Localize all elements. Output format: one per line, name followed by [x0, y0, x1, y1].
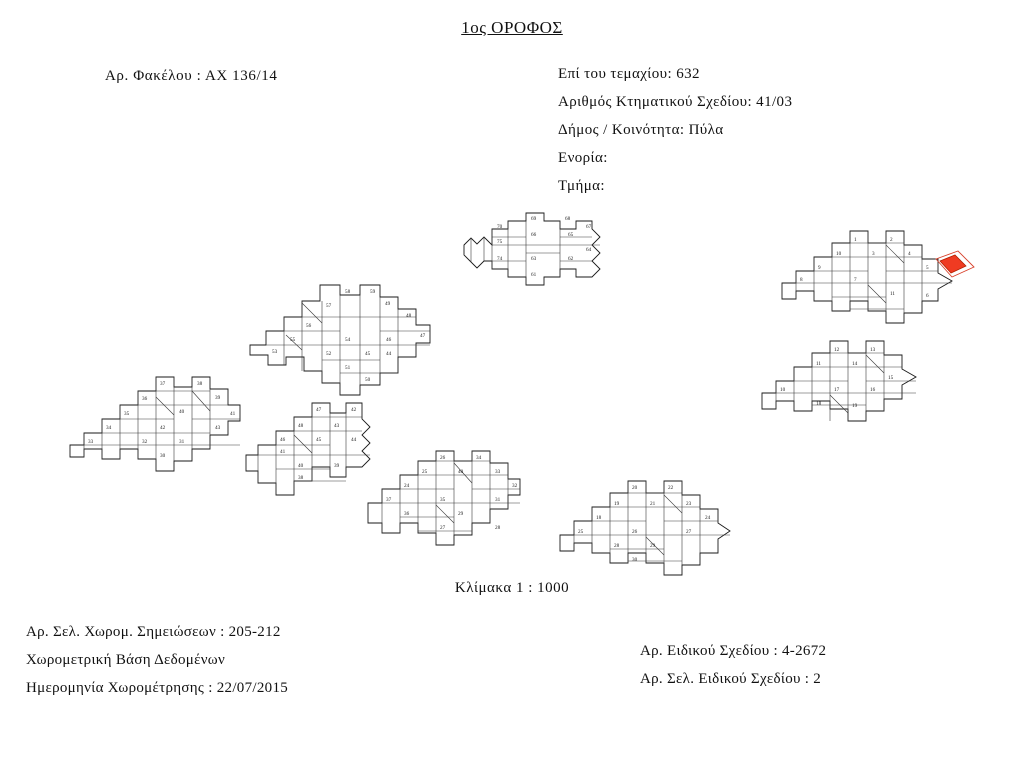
unit-label: 56: [306, 323, 312, 329]
unit-label: 53: [272, 349, 278, 355]
unit-label: 16: [870, 387, 876, 393]
unit-label: 32: [142, 439, 148, 445]
unit-label: 47: [316, 407, 322, 413]
unit-label: 27: [686, 529, 692, 535]
unit-label: 46: [280, 437, 286, 443]
unit-label: 33: [88, 439, 94, 445]
unit-label: 14: [852, 361, 858, 367]
unit-label: 43: [215, 425, 221, 431]
unit-label: 11: [816, 361, 821, 367]
unit-label: 51: [345, 365, 351, 371]
file-number-label: Αρ. Φακέλου : ΑΧ 136/14: [105, 68, 278, 84]
footer-survey-database: Χωρομετρική Βάση Δεδομένων: [26, 652, 226, 668]
unit-label: 45: [316, 437, 322, 443]
page-title: 1ος ΟΡΟΦΟΣ: [461, 18, 563, 37]
unit-label: 36: [142, 396, 148, 402]
unit-label: 28: [614, 543, 620, 549]
plan-cluster-center-left-lower: [246, 403, 370, 495]
unit-label: 63: [531, 256, 537, 262]
unit-label: 24: [404, 483, 410, 489]
unit-label: 75: [497, 239, 503, 245]
unit-label: 50: [365, 377, 371, 383]
unit-label: 34: [476, 455, 482, 461]
unit-label: 4: [908, 251, 911, 257]
unit-label: 26: [440, 455, 446, 461]
highlighted-parcel: [936, 251, 974, 277]
unit-label: 8: [800, 277, 803, 283]
plan-cluster-top-center: [464, 213, 600, 285]
unit-label: 29: [458, 511, 464, 517]
unit-label: 37: [160, 381, 166, 387]
unit-label: 36: [404, 511, 410, 517]
unit-label: 70: [497, 224, 503, 230]
unit-label: 25: [422, 469, 428, 475]
unit-label: 47: [420, 333, 426, 339]
unit-label: 35: [124, 411, 130, 417]
footer-left-block: [26, 624, 288, 708]
unit-label: 44: [386, 351, 392, 357]
meta-section: Τμήμα:: [558, 178, 605, 194]
unit-label: 28: [495, 525, 501, 531]
unit-label: 24: [705, 515, 711, 521]
unit-label: 22: [668, 485, 674, 491]
unit-label: 10: [836, 251, 842, 257]
unit-label: 20: [632, 485, 638, 491]
plan-cluster-left: [70, 377, 240, 471]
unit-label: 43: [334, 423, 340, 429]
unit-label: 42: [160, 425, 166, 431]
unit-label: 61: [531, 272, 537, 278]
unit-label: 39: [215, 395, 221, 401]
unit-label: 65: [568, 232, 574, 238]
unit-label: 40: [458, 469, 464, 475]
unit-label: 13: [870, 347, 876, 353]
unit-label: 17: [834, 387, 840, 393]
unit-label: 74: [497, 256, 503, 262]
plan-cluster-center-lower: [368, 451, 520, 545]
unit-label: 11: [890, 291, 895, 297]
plan-cluster-bottom-right: [560, 481, 730, 575]
unit-label: 67: [586, 224, 592, 230]
unit-label: 52: [326, 351, 332, 357]
unit-label: 7: [854, 277, 857, 283]
unit-label: 59: [370, 289, 376, 295]
unit-label: 18: [596, 515, 602, 521]
unit-label: 25: [578, 529, 584, 535]
unit-label: 57: [326, 303, 332, 309]
unit-label: 66: [531, 232, 537, 238]
unit-label: 26: [632, 529, 638, 535]
footer-special-plan-number: Αρ. Ειδικού Σχεδίου : 4-2672: [640, 643, 827, 659]
unit-label: 48: [298, 423, 304, 429]
unit-label: 19: [614, 501, 620, 507]
unit-label: 38: [298, 475, 304, 481]
unit-label: 12: [834, 347, 840, 353]
unit-label: 10: [780, 387, 786, 393]
header-meta-block: [558, 66, 792, 206]
unit-label: 30: [632, 557, 638, 563]
unit-label: 68: [565, 216, 571, 222]
unit-label: 37: [386, 497, 392, 503]
scale-caption: Κλίμακα 1 : 1000: [454, 580, 570, 596]
unit-label: 40: [179, 409, 185, 415]
unit-label: 41: [280, 449, 286, 455]
footer-right-block: [640, 643, 826, 699]
unit-label: 39: [334, 463, 340, 469]
unit-label: 3: [872, 251, 875, 257]
plan-cluster-right-lower: [762, 341, 916, 421]
unit-label: 21: [650, 501, 656, 507]
unit-label: 35: [440, 497, 446, 503]
unit-label: 64: [586, 247, 592, 253]
unit-label: 29: [650, 543, 656, 549]
unit-label: 46: [386, 337, 392, 343]
unit-label: 34: [106, 425, 112, 431]
footer-special-plan-page: Αρ. Σελ. Ειδικού Σχεδίου : 2: [640, 671, 822, 687]
meta-cadastral-plan: Αριθμός Κτηματικού Σχεδίου: 41/03: [558, 94, 793, 110]
unit-label: 2: [890, 237, 893, 243]
meta-plot-number: Επί του τεμαχίου: 632: [558, 66, 700, 82]
unit-label: 19: [852, 403, 858, 409]
unit-label: 55: [290, 337, 296, 343]
unit-label: 40: [298, 463, 304, 469]
unit-label: 31: [179, 439, 185, 445]
unit-label: 15: [888, 375, 894, 381]
unit-label: 49: [385, 301, 391, 307]
unit-label: 54: [345, 337, 351, 343]
plan-cluster-right-upper: [782, 231, 974, 323]
meta-parish: Ενορία:: [558, 150, 608, 166]
unit-label: 23: [686, 501, 692, 507]
plan-cluster-mid-left-upper: [250, 285, 430, 395]
unit-label: 32: [512, 483, 518, 489]
unit-label: 33: [495, 469, 501, 475]
meta-municipality: Δήμος / Κοινότητα: Πύλα: [558, 122, 724, 138]
unit-label: 44: [351, 437, 357, 443]
unit-label: 48: [406, 313, 412, 319]
unit-label: 9: [818, 265, 821, 271]
footer-survey-notes-pages: Αρ. Σελ. Χωρομ. Σημειώσεων : 205-212: [26, 624, 281, 640]
unit-label: 45: [365, 351, 371, 357]
unit-label: 30: [160, 453, 166, 459]
unit-label: 38: [197, 381, 203, 387]
unit-label: 69: [531, 216, 537, 222]
unit-label: 18: [816, 401, 822, 407]
unit-label: 6: [926, 293, 929, 299]
unit-label: 58: [345, 289, 351, 295]
floor-plan-drawing: [40, 205, 1000, 585]
unit-label: 41: [230, 411, 236, 417]
unit-label: 27: [440, 525, 446, 531]
footer-survey-date: Ημερομηνία Χωρομέτρησης : 22/07/2015: [26, 680, 289, 696]
unit-label: 1: [854, 237, 857, 243]
unit-label: 5: [926, 265, 929, 271]
unit-label: 31: [495, 497, 501, 503]
unit-label: 62: [568, 256, 574, 262]
unit-label: 42: [351, 407, 357, 413]
